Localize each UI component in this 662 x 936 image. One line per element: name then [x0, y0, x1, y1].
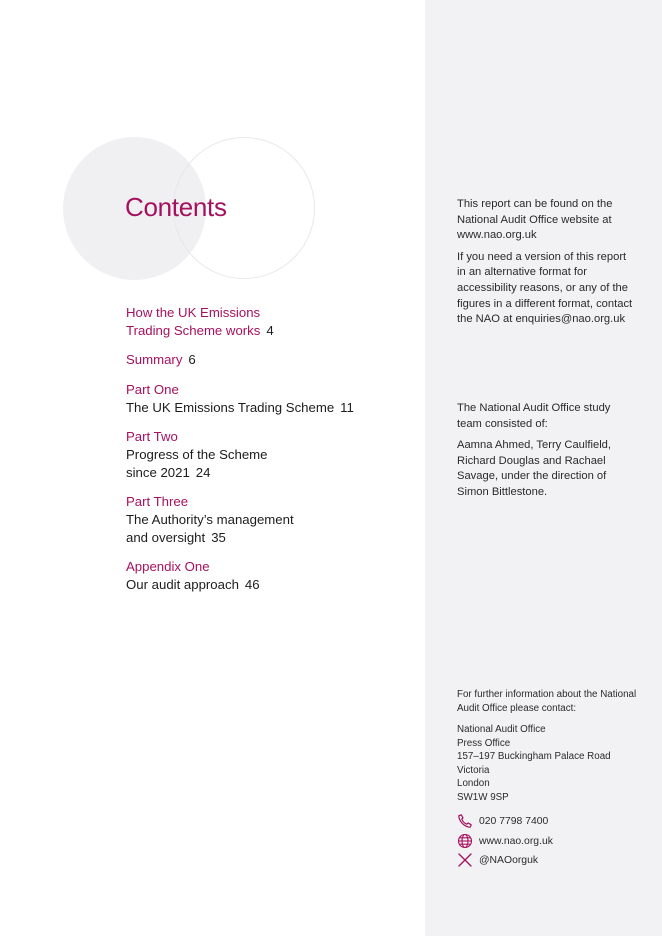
- toc-page-number: 4: [266, 323, 274, 338]
- team-intro-text: The National Audit Office study team consisted of:: [457, 402, 611, 430]
- report-location-text: This report can be found on the National Audit Office website at www.nao.org.uk: [457, 198, 613, 242]
- toc-heading: Summary: [126, 352, 183, 367]
- contact-social[interactable]: [457, 851, 538, 869]
- toc-entry-appendix-one[interactable]: [126, 558, 416, 594]
- toc-entry-part-two[interactable]: [126, 428, 416, 482]
- phone-number: 020 7798 7400: [479, 815, 549, 827]
- address-line: National Audit Office: [457, 724, 546, 735]
- toc-title-line: and oversight: [126, 530, 206, 545]
- contact-website[interactable]: [457, 832, 553, 850]
- address-line: SW1W 9SP: [457, 791, 509, 803]
- accessibility-text: If you need a version of this report in an alternative format for accessibility reasons, or any of the figures in a different format, contact the NAO at enquiries@nao.org.uk: [457, 250, 633, 326]
- phone-icon: [457, 813, 473, 829]
- team-members-text: Aamna Ahmed, Terry Caulfield, Richard Douglas and Rachael Savage, under the direction of Simon Bittlestone.: [457, 439, 612, 498]
- contact-intro-text: For further information about the National Audit Office please contact:: [457, 689, 637, 714]
- toc-title-line: since 2021: [126, 465, 190, 480]
- report-info-block: [457, 197, 637, 334]
- address-line: Victoria: [457, 764, 490, 776]
- toc-page-number: 24: [195, 465, 211, 480]
- globe-icon: [457, 833, 473, 849]
- toc-title-line: The Authority’s management: [126, 512, 294, 527]
- toc-page-number: 35: [211, 530, 226, 545]
- toc-title-line: Progress of the Scheme: [126, 447, 268, 462]
- toc-heading-line: How the UK Emissions: [126, 305, 261, 320]
- toc-heading: Part Three: [126, 494, 189, 509]
- toc-heading: Part Two: [126, 429, 178, 444]
- contact-block: [457, 688, 647, 812]
- postal-address: [457, 723, 647, 804]
- social-handle: @NAOorguk: [479, 854, 539, 866]
- study-team-block: [457, 401, 637, 507]
- toc-title: The UK Emissions Trading Scheme: [126, 400, 335, 415]
- contact-phone[interactable]: [457, 812, 548, 830]
- address-line: Press Office: [457, 737, 511, 749]
- website-link: www.nao.org.uk: [479, 835, 553, 847]
- toc-entry-summary[interactable]: [126, 351, 416, 369]
- toc-entry-part-three[interactable]: [126, 493, 416, 547]
- x-logo-icon: [457, 852, 473, 868]
- toc-page-number: 6: [188, 352, 196, 367]
- table-of-contents: [126, 304, 416, 605]
- toc-entry-how-scheme-works[interactable]: [126, 304, 416, 340]
- toc-page-number: 11: [340, 400, 354, 415]
- address-line: 157–197 Buckingham Palace Road: [457, 751, 611, 762]
- page-title: Contents: [125, 192, 227, 222]
- toc-heading: Part One: [126, 382, 179, 397]
- toc-title: Our audit approach: [126, 577, 239, 592]
- toc-heading-line: Trading Scheme works: [126, 323, 261, 338]
- address-line: London: [457, 778, 490, 789]
- toc-heading: Appendix One: [126, 559, 210, 574]
- toc-entry-part-one[interactable]: [126, 381, 416, 417]
- toc-page-number: 46: [244, 577, 260, 592]
